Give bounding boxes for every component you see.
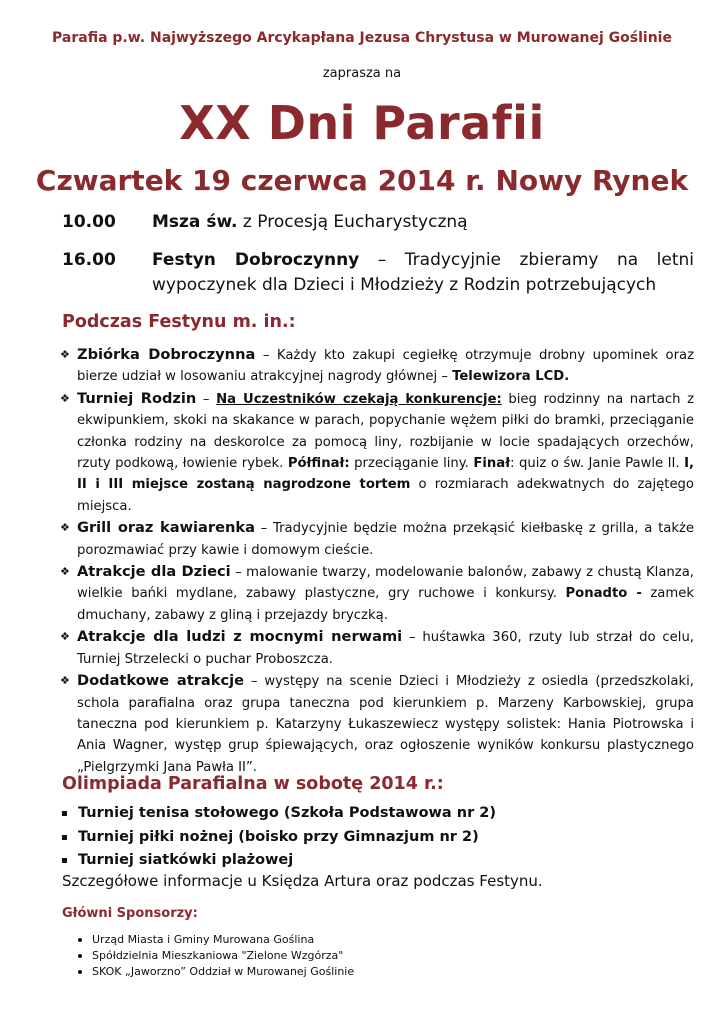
sponsor-name: Spółdzielnia Mieszkaniowa "Zielone Wzgórza" bbox=[92, 949, 344, 962]
festival-item-text: – huśtawka 360, rzuty lub strzał do celu, Turniej Strzelecki o puchar Proboszcza. bbox=[77, 630, 694, 667]
festival-item-text: – Tradycyjnie będzie można przekąsić kiełbaskę z grilla, a także porozmawiać przy kawie i domowym cieście. bbox=[77, 521, 694, 558]
diamond-bullet-icon: ❖ bbox=[60, 630, 70, 644]
festival-item-text: zamek dmuchany, zabawy z gliną i przejazdy bryczką. bbox=[77, 586, 694, 623]
festival-item-title: Zbiórka Dobroczynna bbox=[77, 346, 256, 363]
invite-line: zaprasza na bbox=[322, 66, 402, 81]
festival-item-title: Grill oraz kawiarenka bbox=[77, 519, 255, 537]
festival-item-text: Telewizora LCD. bbox=[452, 369, 570, 385]
sponsor-item bbox=[78, 964, 354, 980]
diamond-bullet-icon: ❖ bbox=[60, 674, 70, 688]
sponsors-heading: Główni Sponsorzy: bbox=[62, 906, 198, 921]
schedule-description bbox=[152, 210, 694, 235]
sponsor-item bbox=[78, 932, 354, 948]
festival-item-text: Na Uczestników czekają konkurencje: bbox=[216, 391, 502, 407]
festival-list bbox=[60, 344, 694, 778]
festival-item-title: Atrakcje dla Dzieci bbox=[77, 563, 231, 581]
sponsors-list bbox=[78, 932, 354, 980]
festival-item-text: : quiz o św. Janie Pawle II. bbox=[510, 456, 685, 472]
sponsor-name: Urząd Miasta i Gminy Murowana Goślina bbox=[92, 933, 315, 946]
festival-item-text: – występy na scenie Dzieci i Młodzieży z osiedla (przedszkolaki, schola parafialna oraz grupa taneczna pod kierunkiem p. Marzeny Karbowskiej, grupa taneczna pod kierunkiem p. Katarzyny Łukaszewiecz występy solistek: Hania Piotrowska i Ania Wagner, występ grup śpiewających, oraz ogłoszenie wyników konkursu plastycznego „Pielgrzymki Jana Pawła II”. bbox=[77, 674, 694, 775]
festival-item bbox=[60, 670, 694, 778]
diamond-bullet-icon: ❖ bbox=[60, 391, 70, 405]
festival-item-text: – malowanie twarzy, modelowanie balonów, zabawy z chustą Klanza, wielkie bańki mydlane, zabawy plastyczne, gry ruchowe i konkursy. bbox=[77, 565, 694, 602]
info-line: Szczegółowe informacje u Księdza Artura oraz podczas Festynu. bbox=[62, 872, 543, 890]
diamond-bullet-icon: ❖ bbox=[60, 521, 70, 535]
olympiad-heading: Olimpiada Parafialna w sobotę 2014 r.: bbox=[62, 774, 444, 794]
schedule-time: 16.00 bbox=[62, 250, 116, 270]
schedule-event: Festyn Dobroczynny bbox=[152, 250, 360, 270]
festival-item-title: Atrakcje dla ludzi z mocnymi nerwami bbox=[77, 628, 403, 646]
festival-item-text: przeciąganie liny. bbox=[349, 456, 474, 472]
schedule-item bbox=[62, 210, 694, 235]
schedule-detail: z Procesją Eucharystyczną bbox=[237, 212, 468, 232]
dot-bullet-icon bbox=[78, 970, 82, 974]
festival-item bbox=[60, 517, 694, 561]
sponsor-name: SKOK „Jaworzno” Oddział w Murowanej Goślinie bbox=[92, 965, 355, 978]
festival-item bbox=[60, 388, 694, 517]
festival-item-title: Dodatkowe atrakcje bbox=[77, 672, 245, 690]
event-date-place: Czwartek 19 czerwca 2014 r. Nowy Rynek bbox=[35, 164, 689, 197]
olympiad-list bbox=[62, 802, 694, 873]
festival-item bbox=[60, 626, 694, 670]
diamond-bullet-icon: ❖ bbox=[60, 348, 70, 361]
festival-item-text: Półfinał: bbox=[287, 456, 350, 472]
page-title: XX Dni Parafii bbox=[179, 96, 545, 150]
schedule-description bbox=[152, 248, 694, 298]
festival-item bbox=[60, 344, 694, 388]
dot-bullet-icon bbox=[78, 938, 82, 942]
square-bullet-icon bbox=[62, 811, 67, 816]
festival-heading: Podczas Festynu m. in.: bbox=[62, 312, 296, 332]
festival-item-text: o rozmiarach adekwatnych do zajętego miejsca. bbox=[77, 477, 694, 514]
festival-item-text: Ponadto - bbox=[565, 586, 642, 602]
festival-item bbox=[60, 561, 694, 626]
festival-item-title: Turniej Rodzin bbox=[77, 389, 197, 407]
olympiad-item bbox=[62, 826, 694, 850]
olympiad-item-label: Turniej piłki nożnej (boisko przy Gimnazjum nr 2) bbox=[78, 828, 479, 845]
sponsor-item bbox=[78, 948, 354, 964]
festival-item-text: – bbox=[196, 391, 217, 407]
schedule-item bbox=[62, 248, 694, 298]
schedule-detail: – Tradycyjnie zbieramy na letni wypoczynek dla Dzieci i Młodzieży z Rodzin potrzebujących bbox=[152, 250, 694, 295]
square-bullet-icon bbox=[62, 835, 67, 840]
organizer-line: Parafia p.w. Najwyższego Arcykapłana Jezusa Chrystusa w Murowanej Goślinie bbox=[52, 30, 672, 46]
festival-item-text: bieg rodzinny na nartach z ekwipunkiem, skoki na skakance w parach, popychanie wężem piłki do bramki, przeciąganie członka rodziny na deskorolce za pomocą liny, rozbijanie w locie spadających orzechów, rzuty podkową, łowienie rybek. bbox=[77, 391, 695, 472]
olympiad-item bbox=[62, 849, 694, 873]
festival-item-text: – Każdy kto zakupi cegiełkę otrzymuje drobny upominek oraz bierze udział w losowaniu atrakcyjnej nagrody głównej – bbox=[77, 348, 695, 385]
festival-item-text: I, II i III miejsce zostaną nagrodzone tortem bbox=[77, 456, 695, 493]
schedule-time: 10.00 bbox=[62, 212, 116, 232]
festival-item-text: Finał bbox=[473, 456, 511, 472]
square-bullet-icon bbox=[62, 858, 67, 863]
diamond-bullet-icon: ❖ bbox=[60, 565, 70, 579]
dot-bullet-icon bbox=[78, 954, 82, 958]
olympiad-item-label: Turniej tenisa stołowego (Szkoła Podstawowa nr 2) bbox=[78, 805, 497, 821]
olympiad-item-label: Turniej siatkówki plażowej bbox=[78, 852, 294, 868]
olympiad-item bbox=[62, 802, 694, 826]
schedule-event: Msza św. bbox=[152, 212, 238, 232]
